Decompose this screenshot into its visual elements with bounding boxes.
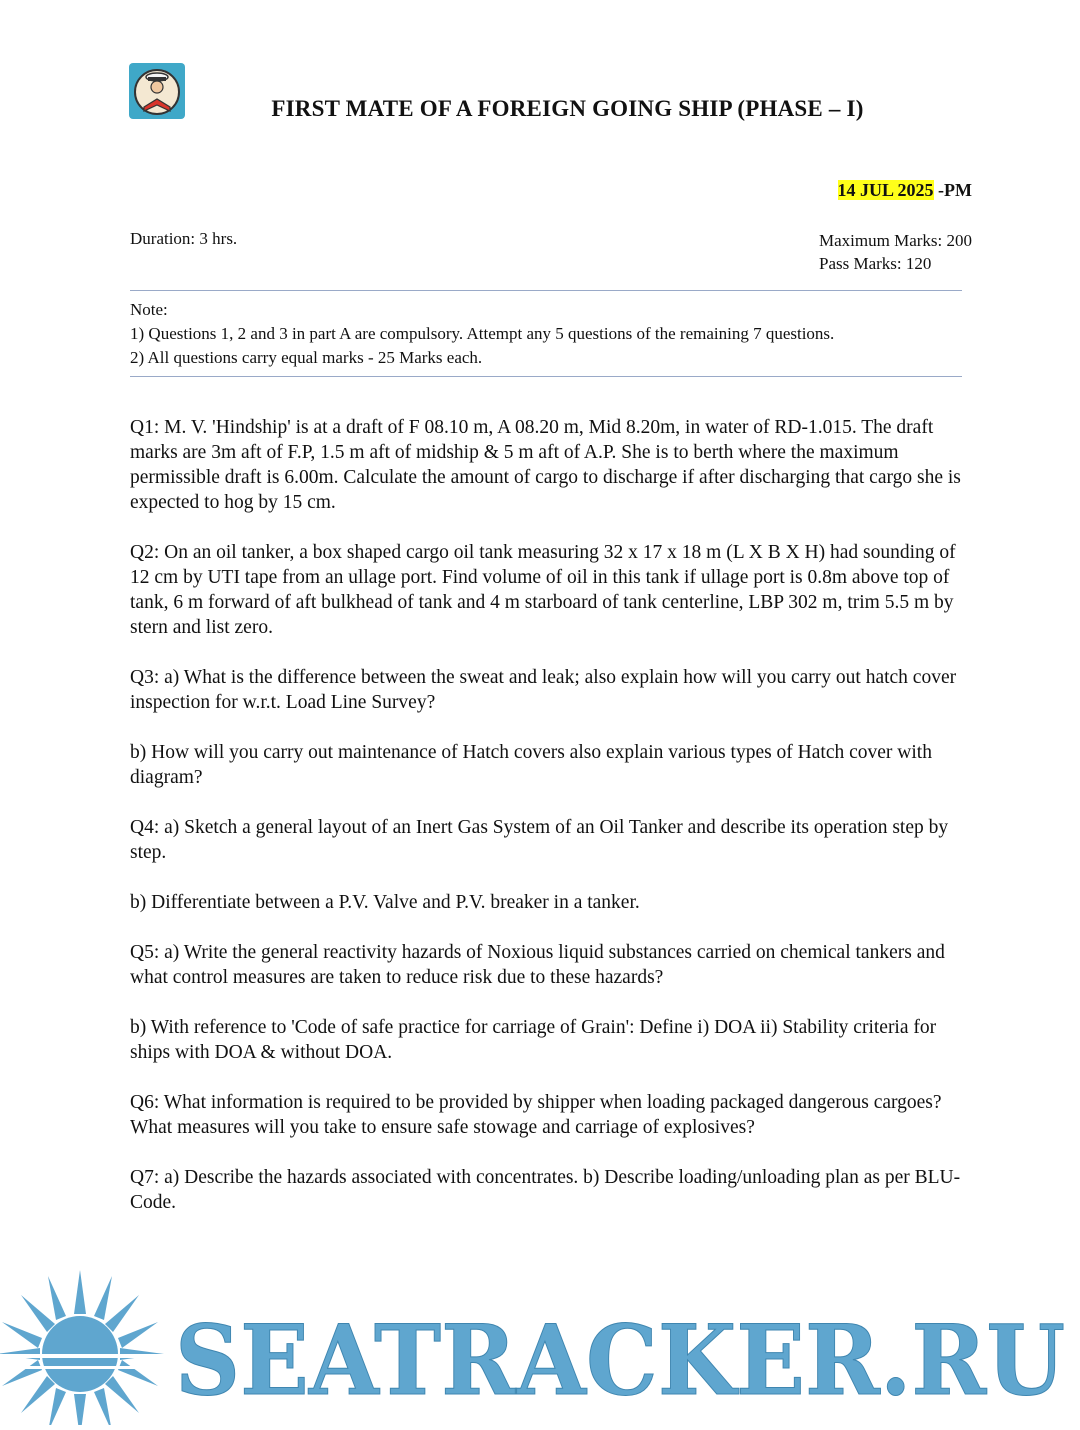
question-q1: Q1: M. V. 'Hindship' is at a draft of F 08.10 m, A 08.20 m, Mid 8.20m, in water of RD-1.015. The draft marks are 3m aft of F.P, 1.5 m aft of midship & 5 m aft of A.P. She is to berth where the maximum permissible draft is 6.00m. Calculate the amount of cargo to discharge if after discharging that cargo she is expected to hog by 15 cm. [130, 417, 961, 513]
watermark-text: SEATRACKER.RU [175, 1304, 1065, 1417]
marks-block [819, 229, 972, 275]
question-q2: Q2: On an oil tanker, a box shaped cargo oil tank measuring 32 x 17 x 18 m (L X B X H) had sounding of 12 cm by UTI tape from an ullage port. Find volume of oil in this tank if ullage port is 0.8m above top of tank, 6 m forward of aft bulkhead of tank and 4 m starboard of tank centerline, LBP 302 m, trim 5.5 m by stern and list zero. [130, 542, 956, 638]
question-q7: Q7: a) Describe the hazards associated with concentrates. b) Describe loading/unloading plan as per BLU-Code. [130, 1167, 961, 1213]
exam-session: -PM [933, 180, 972, 200]
divider-top [130, 290, 962, 291]
watermark [0, 1262, 1080, 1425]
exam-date-line [838, 180, 973, 201]
maximum-marks: Maximum Marks: 200 [819, 231, 972, 250]
sun-icon [0, 1270, 170, 1425]
duration: Duration: 3 hrs. [130, 229, 238, 248]
question-q5b: b) With reference to 'Code of safe practice for carriage of Grain': Define i) DOA ii) Stability criteria for ships with DOA & without DOA. [130, 1017, 937, 1063]
note-heading: Note: [130, 300, 168, 319]
question-q3a: Q3: a) What is the difference between the sweat and leak; also explain how will you carry out hatch cover inspection for w.r.t. Load Line Survey? [130, 667, 957, 713]
question-q4b: b) Differentiate between a P.V. Valve and P.V. breaker in a tanker. [130, 892, 640, 913]
pass-marks: Pass Marks: 120 [819, 254, 932, 273]
question-q4a: Q4: a) Sketch a general layout of an Inert Gas System of an Oil Tanker and describe its operation step by step. [130, 817, 949, 863]
note-block [130, 298, 970, 370]
question-q3b: b) How will you carry out maintenance of Hatch covers also explain various types of Hatch cover with diagram? [130, 742, 932, 788]
page-title: FIRST MATE OF A FOREIGN GOING SHIP (PHASE – I) [271, 96, 864, 121]
watermark-graphic [0, 1262, 1080, 1425]
note-item: 2) All questions carry equal marks - 25 Marks each. [130, 348, 483, 367]
question-q6: Q6: What information is required to be provided by shipper when loading packaged dangerous cargoes? What measures will you take to ensure safe stowage and carriage of explosives? [130, 1092, 942, 1138]
exam-date: 14 JUL 2025 [837, 180, 934, 200]
questions-list [130, 415, 980, 1240]
note-item: 1) Questions 1, 2 and 3 in part A are compulsory. Attempt any 5 questions of the remaining 7 questions. [130, 324, 835, 343]
divider-bottom [130, 376, 962, 377]
question-q5a: Q5: a) Write the general reactivity hazards of Noxious liquid substances carried on chemical tankers and what control measures are taken to reduce risk due to these hazards? [130, 942, 945, 988]
